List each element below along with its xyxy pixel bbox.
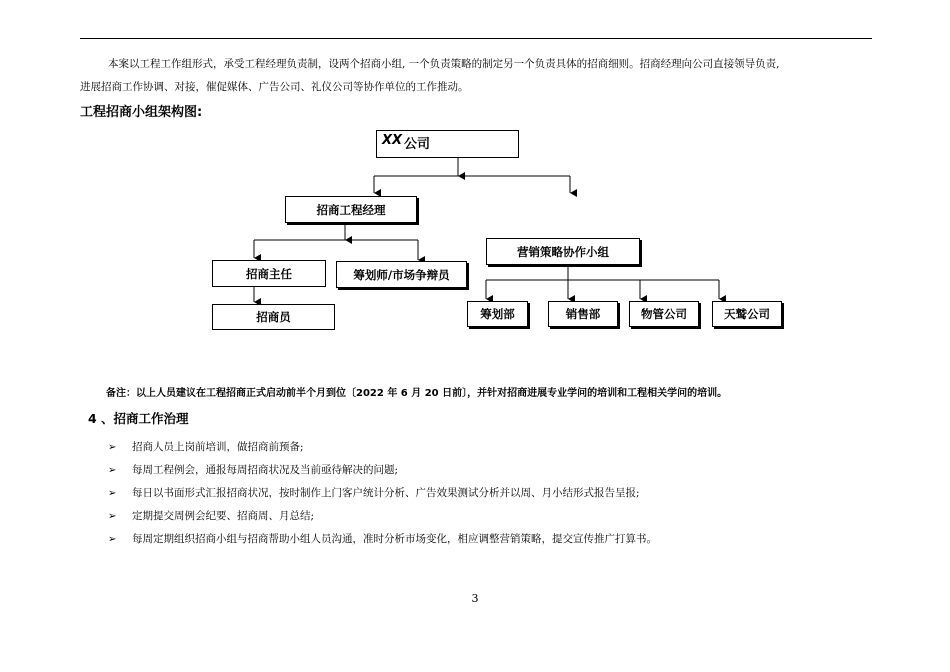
org-node-director: 招商主任 [212,260,326,287]
org-node-company [376,130,519,158]
org-node-manager: 招商工程经理 [285,196,417,223]
list-item-text: 每周工程例会，通报每周招商状况及当前亟待解决的问题; [132,464,399,476]
list-item-text: 每周定期组织招商小组与招商帮助小组人员沟通，准时分析市场变化，相应调整营销策略，提交宣传推广打算书。 [132,533,657,545]
list-item-text: 每日以书面形式汇报招商状况，按时制作上门客户统计分析、广告效果测试分析并以周、月小结形式报告呈报; [132,487,640,499]
intro-line-1: 本案以工程工作组形式，承受工程经理负责制，设两个招商小组, 一个负责策略的制定另一个负责具体的招商细则。招商经理向公司直接领导负责, [108,58,780,70]
arrow-bullet-icon: ➢ [108,442,117,453]
org-node-dept-tianjiu: 天鹫公司 [712,301,782,327]
list-item [108,505,657,528]
org-node-staff: 招商员 [212,304,335,330]
org-node-marketing-group: 营销策略协作小组 [486,238,640,265]
list-item-text: 招商人员上岗前培训，做招商前预备; [132,441,304,453]
org-node-company-prefix: XX [382,133,403,148]
arrow-bullet-icon: ➢ [108,488,117,499]
arrow-bullet-icon: ➢ [108,534,117,545]
management-bullet-list [108,436,657,551]
arrow-bullet-icon: ➢ [108,511,117,522]
page-number: 3 [471,592,479,605]
org-node-dept-planning: 筹划部 [467,301,528,327]
org-node-planner: 筹划师/市场争辩员 [336,261,467,288]
intro-line-2: 进展招商工作协调、对接，催促媒体、广告公司、礼仪公司等协作单位的工作推动。 [80,81,469,93]
org-chart-heading: 工程招商小组架构图: [80,105,203,120]
section-title: 4 、招商工作治理 [88,411,189,426]
list-item [108,482,657,505]
org-node-dept-sales: 销售部 [548,301,618,327]
remark-note: 备注：以上人员建议在工程招商正式启动前半个月到位〔2022 年 6 月 20 日前〕，并针对招商进展专业学问的培训和工程相关学问的培训。 [106,388,728,399]
list-item-text: 定期提交周例会纪要、招商周、月总结; [132,510,315,522]
list-item [108,528,657,551]
list-item [108,436,657,459]
org-node-dept-property: 物管公司 [629,301,699,327]
arrow-bullet-icon: ➢ [108,465,117,476]
org-node-company-suffix: 公司 [404,137,431,152]
list-item [108,459,657,482]
